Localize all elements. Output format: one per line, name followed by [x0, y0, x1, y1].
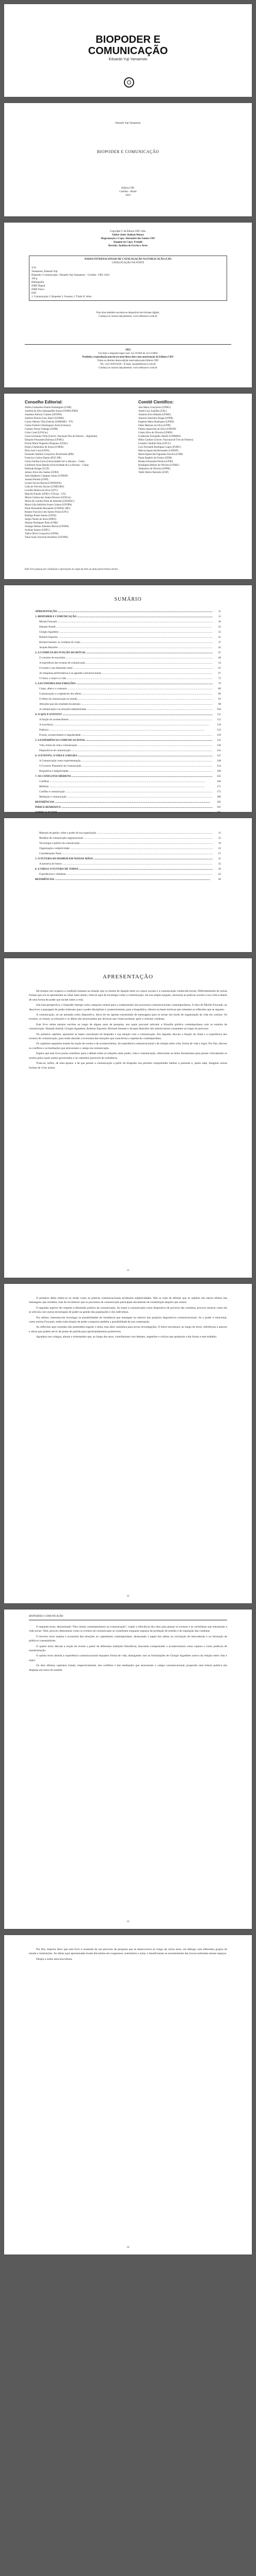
- toc-entry[interactable]: [35, 640, 221, 645]
- toc-entry-page: 185: [217, 801, 221, 804]
- council-member: Tadeu Oliver Gonçalves (UFPA): [25, 533, 59, 535]
- toc-entry-page: 11: [218, 610, 221, 613]
- council-member: Solange Helena Ximenes-Rocha (UFOPA): [25, 526, 69, 528]
- catalog-line: Y19: [31, 267, 36, 269]
- toc-entry-page: 123: [217, 728, 221, 732]
- council-member: Fábio Mariano da Silva (UFPI): [138, 425, 171, 427]
- toc-entry[interactable]: [35, 753, 221, 758]
- toc-entry-title: Roberto Esposito .....: [35, 635, 213, 640]
- page-number: 14: [126, 2246, 130, 2249]
- council-member: Gisele Silva de Oliveira (UERN): [138, 432, 173, 434]
- paragraph: Há tempos me ocupava a condição humana na relação que os modos de ligação entre os corpos sociais e a comunicação conhecida tecem. Diferentemente de outras formas que ora se apresentam ao olhar mais atento, trata-se aqui de investigar como a comunicação, em sua ampla acepção, atravessa as práticas sociais e nos coloca diante de uma forma de poder que incide sobre a vida.: [29, 990, 227, 1002]
- toc-entry[interactable]: [35, 671, 221, 676]
- toc-entry-title: 6. A VIDA E O FUTURO DE TODOS .....: [35, 867, 213, 872]
- council-member: Lídia de Oliveira Xavier (UNIEURO): [25, 486, 65, 488]
- council-member: Maria Aparecida Fagundes Ferreira (UNB): [138, 453, 183, 456]
- council-member: Antônio Pereira Gaio Júnior (UFRRJ): [25, 417, 65, 420]
- toc-entry-page: 141: [217, 749, 221, 752]
- scientific-committee: [138, 400, 236, 474]
- council-member: Renato Francisco dos Santos Paula (UFG): [25, 511, 69, 514]
- council-page: [4, 394, 252, 579]
- toc-entry-page: 112: [217, 718, 221, 721]
- catalog-line: DOI: [31, 292, 36, 295]
- catalog-line: ISBN Físico: [31, 289, 44, 291]
- toc-entry[interactable]: [35, 666, 221, 671]
- toc-entry[interactable]: [35, 691, 221, 697]
- footer-line: Proibida a reprodução parcial ou total desta obra sem autorização da Editora CRV: [82, 356, 174, 359]
- toc-entry-page: 47: [218, 651, 221, 654]
- council-member: Simone Rodrigues Pinto (UNB): [25, 522, 58, 524]
- catalog-box: [29, 256, 227, 301]
- toc-entry-title: Conflito e comunicação .....: [35, 789, 213, 794]
- footer-line: Tel.: (41) 3039-6418 - E-mail: sac@editoracrv.com.br: [100, 363, 156, 366]
- committee-heading: Comitê Científico:: [138, 400, 174, 404]
- half-title-author: Eduardo Yuji Yamamoto: [115, 122, 141, 125]
- page-number: 11: [126, 1269, 130, 1272]
- editorial-council: [25, 400, 123, 539]
- paragraph: Este livro reúne ensaios escritos ao longo de alguns anos de pesquisa, nos quais procurei articular a filosofia política contemporânea com os estudos de comunicação. Hannah Arendt, Giorgio Agamben, Roberto Esposito, Richard Sennett e Jacques Rancière são interlocutores constantes ao longo do percurso.: [29, 1023, 227, 1031]
- toc-entry-page: 104: [217, 708, 221, 711]
- council-member: Carlos Alberto Vilar Estêvão (UMINHO – PT): [25, 421, 73, 423]
- paragraph: O terceiro texto analisa a economia das emoções no capitalismo contemporâneo, destacando o papel dos afetos na circulação de mercadorias e na formação de públicos consumidores.: [29, 1635, 227, 1643]
- credits-page: [4, 223, 252, 387]
- running-header: BIOPODER E COMUNICAÇÃO: [29, 1615, 63, 1618]
- toc-entry-page: 19: [218, 842, 221, 845]
- paragraph: As reflexões aqui reunidas não pretendem esgotar o tema, mas abrir caminhos para novas investigações. O leitor encontrará, ao longo do texto, referências a autores e obras que podem servir de ponto de partida para aprofundamentos posteriores.: [29, 1326, 227, 1333]
- council-member: Marcelo Paixão (UFRJ e UTexas – US): [25, 493, 66, 496]
- toc-entry[interactable]: [35, 650, 221, 655]
- council-member: Eugénia Maria Rodrigues (UFRN): [138, 421, 174, 423]
- council-member: Paulo Romualdo Hernandes (UNIFAL-MG): [25, 507, 71, 510]
- council-member: Valdir Heitor Barzotto (USP): [138, 471, 169, 474]
- paragraph: O quinto texto aborda a experiência comunicacional enquanto forma de vida, dialogando com as formulações de Giorgio Agamben acerca da relação entre vida e regra.: [29, 1654, 227, 1662]
- toc-entry[interactable]: [35, 743, 221, 748]
- toc-entry-title: 6. O EVENTO, A VIDA E A REGRA .....: [35, 753, 213, 758]
- council-member: Antonio Saturnino Braga (UFPR): [138, 417, 173, 420]
- council-member: Valdomiro de Oliveira (UFPR): [138, 468, 170, 470]
- toc-entry-title: Jacques Rancière .....: [35, 645, 213, 650]
- paragraph: Desejo a todos uma boa leitura.: [36, 1957, 73, 1961]
- toc-entry[interactable]: [35, 645, 221, 650]
- summary-heading: SUMÁRIO: [114, 597, 142, 602]
- toc-entry-title: Organização e subjetividade .....: [35, 846, 213, 851]
- catalog-line: Yamamoto, Eduardo Yuji: [31, 270, 58, 273]
- cover-title-line2: COMUNICAÇÃO: [88, 45, 168, 57]
- toc-entry-page: 175: [217, 790, 221, 793]
- presentation-text-4: [29, 1947, 227, 1962]
- toc-entry-page: 135: [217, 739, 221, 742]
- presentation-text: [29, 989, 227, 1071]
- paragraph: No primeiro capítulo, apresento as bases conceituais do biopoder e sua relação com a comunicação. Em seguida, discuto a função do ritual e a experiência dos eventos de comunicação, para então abordar a economia das emoções que caracteriza o espetáculo contemporâneo.: [29, 1032, 227, 1041]
- toc-entry-page: 16: [218, 620, 221, 623]
- review-line: Revisão: Analista de Escrita e Artes: [108, 245, 148, 247]
- toc-entry-page: 23: [218, 847, 221, 850]
- toc-entry-title: Tecnologia e política da comunicação .....: [35, 841, 213, 846]
- toc-entry-title: Considerações finais .....: [35, 851, 213, 856]
- toc-entry-page: 42: [218, 646, 221, 649]
- toc-entry-page: 80: [218, 687, 221, 690]
- toc-entry-title: A narrativa do futuro .....: [35, 861, 213, 867]
- toc-entry-title: Afecções que são resultado da atenção .....: [35, 702, 213, 707]
- toc-entry[interactable]: [35, 733, 221, 738]
- toc-entry-title: Hannah Arendt .....: [35, 624, 213, 630]
- paragraph: Espero que este livro possa contribuir para o debate sobre as relações entre poder, vida e comunicação, oferecendo ao leitor ferramentas para pensar criticamente os modos pelos quais somos governados e os caminhos possíveis de resistência.: [29, 1052, 227, 1060]
- presentation-heading: APRESENTAÇÃO: [103, 974, 153, 980]
- catalog-line: Biopoder e Comunicação / Eduardo Yuji Yamamoto – Curitiba : CRV, 2022.: [31, 274, 110, 277]
- toc-entry-page: 25: [218, 631, 221, 634]
- council-member: Sérgio Nunes de Jesus (IFRO): [25, 518, 56, 521]
- presentation-page-3: [4, 1609, 252, 1929]
- toc-entry-page: 154: [217, 765, 221, 768]
- toc-entry-title: 3. A ECONOMIA DAS EMOÇÕES .....: [35, 681, 213, 686]
- image-line: Imagem da Capa: Freepik: [113, 241, 143, 244]
- catalog-line: 1. Comunicação 2. Biopoder 3. Eventos. I. Título II. Série.: [31, 296, 92, 298]
- editor-line: Editor-chefe: Railson Moura: [112, 234, 144, 236]
- toc-entry-title: O efeito da comunicação no mundo .....: [35, 697, 213, 702]
- toc-entry-page: 32: [218, 862, 221, 866]
- toc-entry-page: 39: [218, 868, 221, 871]
- toc-entry[interactable]: [35, 764, 221, 769]
- toc-entry-page: 72: [218, 677, 221, 680]
- paragraph: O quarto texto discute a noção de evento a partir de diferentes tradições filosóficas, buscando compreender o acontecimento como ruptura e como potência de transformação.: [29, 1645, 227, 1653]
- toc-entry[interactable]: [35, 727, 221, 733]
- toc-entry-title: Vida, forma de vida e comunicação .....: [35, 743, 213, 748]
- toc-entry[interactable]: [35, 635, 221, 640]
- toc-entry-page: 54: [218, 662, 221, 665]
- toc-entry[interactable]: [35, 722, 221, 727]
- council-member: Leandra Cândido Dias (UFCG): [138, 443, 171, 445]
- toc-entry-title: Michel Foucault .....: [35, 619, 213, 624]
- catalog-line: ISBN Digital: [31, 285, 45, 287]
- toc-entry-title: 1. BIOPODER E COMUNICAÇÃO .....: [35, 614, 213, 619]
- cover-title-line1: BIOPODER E: [95, 34, 161, 45]
- summary-page-2: [4, 818, 252, 952]
- council-member: Eduardo Fernandes Barbosa (UFMG): [25, 439, 64, 442]
- toc-entry[interactable]: [35, 784, 221, 789]
- council-member: Maria Cristina dos Santos Bezerra (UFSCar): [25, 497, 71, 499]
- council-member: Aldira Guimarães Duarte Domínguez (UNB): [25, 406, 72, 409]
- half-title-page: [4, 103, 252, 216]
- council-member: Helmuth Krüger (UCP): [25, 468, 50, 470]
- toc-entry[interactable]: [35, 707, 221, 712]
- cover-author: Eduardo Yuji Yamamoto: [108, 58, 148, 61]
- council-member: Ana Maria Gonçalves (UFMG): [138, 406, 171, 409]
- half-title-title: BIOPODER E COMUNICAÇÃO: [97, 149, 159, 154]
- toc-entry-title: Experiências e cidadania .....: [35, 872, 213, 877]
- toc-entry-title: A comunicação e as emoções administradas .....: [35, 707, 213, 712]
- cover-page: [4, 4, 252, 97]
- publisher-city: Curitiba – Brasil: [119, 191, 137, 193]
- toc-entry-title: Comunicação e o espetáculo dos afetos .....: [35, 691, 213, 697]
- toc-entry-title: Médiuns .....: [35, 784, 213, 789]
- toc-entry[interactable]: [35, 841, 221, 846]
- toc-entry-title: REFERÊNCIAS .....: [35, 877, 213, 882]
- toc-entry-page: 48: [218, 656, 221, 659]
- toc-entry[interactable]: [35, 702, 221, 707]
- toc-entry-title: APRESENTAÇÃO .....: [35, 609, 213, 614]
- council-member: Guilherme Fernandes Adolfo (UNIMES): [138, 435, 181, 438]
- catalog-line: 196 p.: [31, 278, 38, 280]
- summary-list-2: [35, 831, 221, 882]
- toc-entry-title: O Governo Planetário da Comunicação .....: [35, 764, 213, 769]
- toc-entry-page: 49: [218, 878, 221, 881]
- toc-entry[interactable]: [35, 758, 221, 764]
- toc-entry-page: 191: [217, 806, 221, 809]
- council-member: Renata Fernandes Pereira (UFRJ): [138, 461, 173, 463]
- toc-entry[interactable]: [35, 851, 221, 856]
- page-number: 12: [126, 1595, 130, 1598]
- toc-entry-title: REFERÊNCIAS .....: [35, 800, 213, 805]
- toc-entry-page: 136: [217, 744, 221, 747]
- toc-entry-title: Corpo, afeto e o consumo .....: [35, 686, 213, 691]
- toc-entry[interactable]: [35, 794, 221, 800]
- toc-entry[interactable]: [35, 877, 221, 882]
- catalog-title: DADOS INTERNACIONAIS DE CATALOGAÇÃO NA PUBLICAÇÃO (CIP): [84, 258, 172, 261]
- toc-entry-title: Giorgio Agamben .....: [35, 630, 213, 635]
- toc-entry-page: 43: [218, 873, 221, 876]
- council-member: André Luiz Joanilho (UEL): [138, 410, 167, 413]
- toc-entry[interactable]: [35, 738, 221, 743]
- catalog-line: Bibliografia: [31, 281, 44, 284]
- council-member: Sydione Santos (UEPG): [25, 529, 50, 532]
- council-member: Fernando Antônio Gonçalves Alcoforado (IPB): [25, 453, 74, 456]
- paragraph: Por último, interessa-me investigar as possibilidades de resistência que emergem no interior dos próprios dispositivos comunicacionais. Se o poder é relacional, como ensina Foucault, então toda relação de poder comporta também a possibilidade de sua contestação.: [29, 1316, 227, 1324]
- toc-entry[interactable]: [35, 717, 221, 722]
- toc-entry-title: Potência .....: [35, 727, 213, 733]
- toc-entry[interactable]: [35, 846, 221, 851]
- diagram-line: Diagramação e Capa: Alexandre dos Santos CRV: [101, 238, 155, 240]
- toc-entry-page: 23: [218, 625, 221, 629]
- toc-entry[interactable]: [35, 681, 221, 686]
- council-member: Anselmo Alencar Colares (UFOPA): [25, 414, 62, 416]
- toc-entry-page: 148: [217, 759, 221, 762]
- paragraph: Os dois últimos capítulos tratam, respectivamente, dos conflitos e das mediações que atravessam o campo comunicacional, propondo uma leitura política das disputas em torno do sentido.: [29, 1664, 227, 1672]
- toc-entry[interactable]: [35, 614, 221, 619]
- presentation-text-2: [29, 1296, 227, 1341]
- publisher-name: Editora CRV: [121, 187, 135, 190]
- toc-entry[interactable]: [35, 836, 221, 841]
- toc-entry-page: 118: [217, 723, 221, 726]
- toc-entry-title: SOBRE O AUTOR .....: [35, 810, 213, 815]
- toc-entry-page: 61: [218, 667, 221, 670]
- toc-entry-title: Modelos de comunicação organizacional .....: [35, 836, 213, 841]
- presentation-page-4: [4, 1935, 252, 2255]
- council-member: Tania Suely Azevedo Brasileiro (UFOPA): [25, 536, 68, 539]
- paragraph: A comunicação, ao ser pensada como dispositivo, deixa de ser apenas transmissão de mensagens para se tornar um modo de organização da vida em comum. Os eventos, os rituais, as emoções e os afetos são atravessados por técnicas que visam produzir, gerir e orientar condutas.: [29, 1013, 227, 1021]
- publisher-year: 2022: [125, 194, 131, 197]
- paragraph: O segundo aspecto diz respeito à dimensão política da comunicação. Ao tratar a comunicação como dispositivo de governo das condutas, procuro mostrar como ela se articula com outras tecnologias de poder na gestão das populações e dos indivíduos.: [29, 1306, 227, 1314]
- toc-entry-title: A experiência dos eventos de comunicação .....: [35, 660, 213, 666]
- toc-entry-page: 93: [218, 698, 221, 701]
- council-member: Hélio Cardoso (Univer. Nacional de Tres de Febrero): [138, 439, 194, 442]
- council-member: Jailson Alves dos Santos (UFRJ): [25, 471, 59, 474]
- toc-entry-title: Dispositivos de comunicação .....: [35, 748, 213, 753]
- catalog-subtitle: CATALOGAÇÃO NA FONTE: [111, 262, 145, 264]
- toc-entry[interactable]: [35, 856, 221, 861]
- toc-entry[interactable]: [35, 810, 221, 815]
- toc-entry-title: O conceito de eucaristia .....: [35, 655, 213, 660]
- toc-entry-page: 11: [218, 832, 221, 835]
- toc-entry[interactable]: [35, 831, 221, 836]
- footer-line: Conheça os nossos lançamentos: www.editoracrv.com.br: [99, 367, 157, 369]
- council-member: Rosângela Heisler de Oliveira (UFMG): [138, 464, 180, 467]
- council-member: Lourdes Helena da Silva (UFV): [25, 489, 58, 492]
- toc-entry[interactable]: [35, 867, 221, 872]
- toc-entry-title: A Comunicação como experimentação .....: [35, 758, 213, 764]
- toc-entry[interactable]: [35, 769, 221, 774]
- presentation-text-3: [29, 1625, 227, 1673]
- toc-entry-page: 165: [217, 775, 221, 778]
- toc-entry-page: 27: [218, 852, 221, 855]
- legal-note-2: Conheça os nossos lançamentos: www.editoracrv.com.br: [99, 315, 157, 318]
- toc-entry-page: 129: [217, 734, 221, 737]
- toc-entry[interactable]: [35, 697, 221, 702]
- paragraph: O primeiro deles refere-se ao modo como as práticas comunicacionais produzem subjetividades. Não se trata de afirmar que os sujeitos são meros efeitos das mensagens que recebem, mas de reconhecer que os processos de comunicação participam ativamente da constituição daquilo que somos.: [29, 1297, 227, 1304]
- council-member: Maria de Lourdes Pinto de Almeida (UNOESC): [25, 500, 75, 503]
- toc-entry-page: 67: [218, 672, 221, 675]
- footer-year: 2022: [125, 349, 131, 351]
- council-member: Fátima Aparecida da Silva (UNESP): [138, 428, 177, 431]
- summary-page: [4, 585, 252, 812]
- toc-entry-page: 15: [218, 837, 221, 840]
- council-member: Elione Maria Nogueira Diogenes (UFAL): [25, 443, 68, 445]
- footer-line: Foi feito o depósito legal conf. Lei 10.994 de 14/12/2004: [98, 352, 158, 355]
- toc-entry-title: 5. O FUTURO DO HOMEM EM NOSSAS MÃOS .....: [35, 856, 213, 861]
- council-member: Leonel Severo Rocha (UNISINOS): [25, 482, 61, 485]
- summary-list: [35, 609, 221, 815]
- council-member: Celso Conti (UFSCar): [25, 432, 48, 434]
- council-member: Carmen Tereza Velanga (UNIR): [25, 428, 58, 431]
- paragraph: Agradeço aos colegas, alunos e orientandos que, ao longo dos anos, contribuíram com debates, sugestões e críticas que ajudaram a dar forma a este trabalho.: [36, 1335, 217, 1339]
- toc-entry[interactable]: [35, 655, 221, 660]
- paragraph: Trata-se, enfim, de uma aposta: a de que pensar a comunicação a partir do biopoder nos permite compreender melhor o presente e, quem sabe, imaginar outras formas de viver juntos.: [29, 1062, 227, 1070]
- toc-entry-page: 79: [218, 682, 221, 685]
- presentation-page: [4, 958, 252, 1278]
- toc-entry-page: 98: [218, 703, 221, 706]
- toc-entry[interactable]: [35, 609, 221, 614]
- council-member: Paulo Rogério de Freitas (UEM): [138, 457, 172, 460]
- toc-entry[interactable]: [35, 630, 221, 635]
- paragraph: Sob esta perspectiva, o biopoder emerge como categoria central para a compreensão dos processos comunicacionais contemporâneos. A obra de Michel Foucault, ao descrever a passagem do poder soberano para o poder disciplinar e, posteriormente, para a biopolítica, oferece as bases teóricas que orientam as reflexões que se seguem.: [29, 1004, 227, 1011]
- toc-entry-title: As máquinas performáticas e as agendas comunicacionais .....: [35, 671, 213, 676]
- presentation-page-2: [4, 1284, 252, 1603]
- council-member: Carlos Federico Dominguez Avila (Unieuro): [25, 425, 71, 427]
- page-number: 13: [126, 1921, 130, 1923]
- toc-entry-title: 4. O QUE É EVENTO? .....: [35, 712, 213, 717]
- council-member: Guillermo Arias Beatón (Universidade de La Havana – Cuba): [25, 464, 89, 467]
- review-footnote: Este livro passou por avaliação e aprovação às cegas de dois ou mais pareceristas ad hoc.: [25, 568, 119, 571]
- toc-entry-title: Biopolítica e Subjetividade .....: [35, 769, 213, 774]
- council-member: Luiz Fernando Rodrigues Lopes (FURG): [138, 446, 181, 449]
- copyright-line: Copyright © da Editora CRV Ltda.: [110, 230, 146, 233]
- toc-entry[interactable]: [35, 872, 221, 877]
- council-member: Márcia Aparecida Bernardes (UNESP): [138, 450, 179, 452]
- paragraph: Os capítulos seguintes tratam da noção de evento e de acontecimento, da experiência comunicacional e da relação entre vida, forma de vida e regra. Por fim, discuto os conflitos e as mediações que atravessam o campo da comunicação.: [29, 1042, 227, 1050]
- footer-line: Todos os direitos desta edição reservados pela Editora CRV: [97, 360, 159, 362]
- toc-entry[interactable]: [35, 660, 221, 666]
- toc-entry-title: Mediação e comunicação .....: [35, 794, 213, 800]
- toc-entry-page: 171: [217, 785, 221, 788]
- council-member: Rodrigo Pratte-Santos (UFES): [25, 515, 57, 517]
- circle-logo-icon: [124, 77, 134, 88]
- toc-entry-title: 7. OS CONFLITOS MÉDIUNS .....: [35, 774, 213, 779]
- council-heading: Conselho Editorial:: [25, 400, 63, 404]
- toc-entry[interactable]: [35, 789, 221, 794]
- toc-entry[interactable]: [35, 805, 221, 810]
- legal-note: Esta obra também encontra-se disponível em formato digital.: [96, 312, 160, 314]
- council-member: Cesar Gerónimo Tello (Univer. Nacional Três de Febrero – Argentina): [25, 435, 98, 438]
- toc-entry[interactable]: [35, 779, 221, 784]
- toc-entry-title: Evento, acontecimento e singularidade .....: [35, 733, 213, 738]
- toc-entry[interactable]: [35, 748, 221, 753]
- paragraph: Por fim, importa dizer que este livro é resultado de um percurso de pesquisa que se desenvolveu ao longo de vários anos, em diálogo com diferentes grupos de estudo e instituições. As ideias aqui apresentadas foram discutidas em congressos, seminários e aulas, e beneficiaram-se enormemente das trocas realizadas nesses espaços.: [29, 1948, 227, 1956]
- toc-entry[interactable]: [35, 861, 221, 867]
- toc-entry-title: Manuais de gestão: sobre o poder de sua organização .....: [35, 831, 213, 836]
- toc-entry-title: 2. A CONDUTA DO FUNÇÃO DO RITUAL .....: [35, 650, 213, 655]
- toc-entry-page: 15: [218, 615, 221, 618]
- toc-entry[interactable]: [35, 712, 221, 717]
- toc-entry[interactable]: [35, 774, 221, 779]
- toc-entry-title: O evento e sua dimensão ritual .....: [35, 666, 213, 671]
- toc-entry[interactable]: [35, 686, 221, 691]
- council-member: Gloria Fariñas León (Universidade de La Havana – Cuba): [25, 461, 85, 463]
- toc-entry-page: 31: [218, 857, 221, 860]
- council-member: Elizeu Clementino de Souza (UNEB): [25, 446, 63, 449]
- toc-entry-title: ÍNDICE REMISSIVO .....: [35, 805, 213, 810]
- council-member: João Adalberto Campato Junior (UNESP): [25, 475, 68, 478]
- toc-entry[interactable]: [35, 676, 221, 681]
- toc-entry[interactable]: [35, 800, 221, 805]
- toc-entry-page: 147: [217, 754, 221, 757]
- toc-entry-page: 166: [217, 780, 221, 783]
- council-member: Francisco Carlos Duarte (PUC-PR): [25, 457, 61, 460]
- toc-entry-page: 111: [217, 713, 221, 716]
- toc-entry-title: A função do acontecimento .....: [35, 717, 213, 722]
- toc-entry-title: O ritual, o corpo e a vida .....: [35, 676, 213, 681]
- council-member: Josania Portela (UFPI): [25, 479, 49, 481]
- council-member: Maria Lília Imbiriba Sousa Colares (UFOPA): [25, 504, 72, 506]
- toc-entry[interactable]: [35, 619, 221, 624]
- toc-entry-title: Richard Sennett: as condutas do corpo .....: [35, 640, 213, 645]
- council-member: Andreia Silva Abbade (UFMG): [138, 414, 171, 416]
- toc-entry-page: 31: [218, 636, 221, 639]
- toc-entry-page: 195: [217, 811, 221, 814]
- toc-entry-title: 5. A EXPERIÊNCIA COMUNICACIONAL .....: [35, 738, 213, 743]
- toc-entry[interactable]: [35, 624, 221, 630]
- toc-entry-page: 86: [218, 692, 221, 696]
- council-member: Andréia da Silva Quintanilha Sousa (UNIR/UFRN): [25, 410, 78, 413]
- council-member: Élsio José Corá (UFFS): [25, 450, 50, 452]
- toc-entry-title: Conflitos .....: [35, 779, 213, 784]
- toc-entry-page: 160: [217, 770, 221, 773]
- paragraph: O segundo texto, denominado “Dos rituais contemporâneos na comunicação”, expõe a relevância dos ritos para pensar os eventos e as cerimônias que estruturam a vida social. Nele, procuro demonstrar como os eventos de comunicação se constituem enquanto espaços de produção de sentido e de regulação das condutas.: [29, 1625, 227, 1633]
- toc-entry-page: 37: [218, 641, 221, 644]
- toc-entry-page: 180: [217, 795, 221, 799]
- toc-entry-title: A ocorrência .....: [35, 722, 213, 727]
